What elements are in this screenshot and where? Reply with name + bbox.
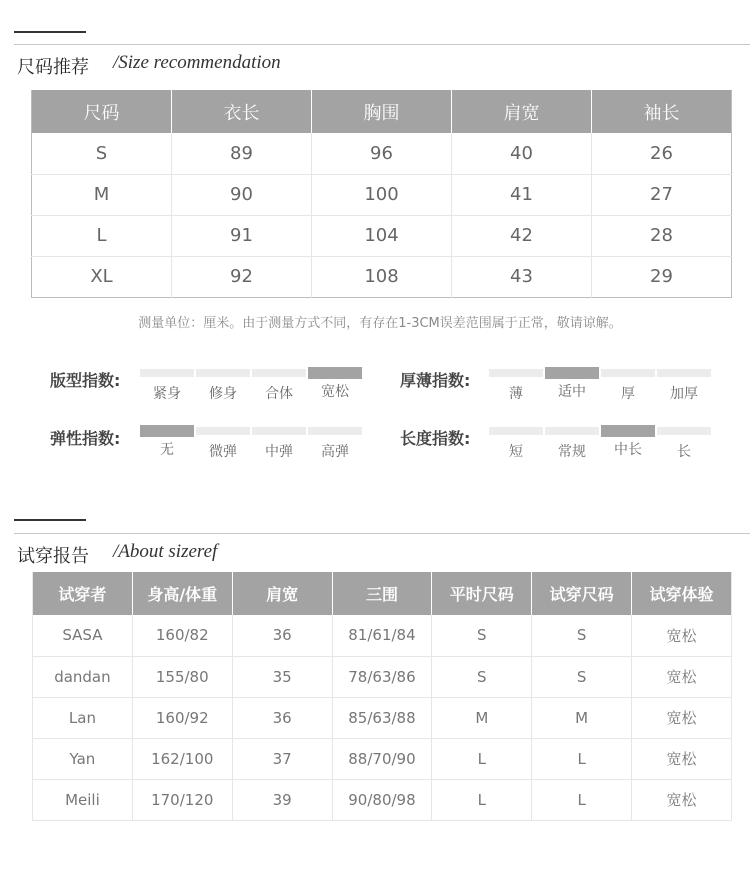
- fit-cell: 170/120: [132, 779, 232, 820]
- fit-col-header: 平时尺码: [432, 572, 532, 615]
- elasticity-index-scale: [140, 427, 364, 461]
- index-option-label: 中长: [614, 442, 642, 458]
- section-rule-accent: [14, 31, 86, 33]
- size-section-subtitle: /Size recommendation: [113, 52, 281, 73]
- fit-section-title: 试穿报告: [17, 546, 89, 567]
- table-row: [33, 615, 732, 656]
- index-bar: [196, 369, 250, 377]
- index-option-selected: [308, 369, 362, 403]
- size-cell: 90: [172, 174, 312, 215]
- fit-cell: 35: [232, 656, 332, 697]
- index-option-label: 修身: [209, 386, 237, 402]
- index-option-label: 厚: [621, 386, 635, 402]
- table-row: [33, 779, 732, 820]
- index-option: [140, 369, 194, 403]
- index-option-label: 紧身: [153, 386, 181, 402]
- index-option: [196, 427, 250, 461]
- index-option: [489, 427, 543, 461]
- index-option: [489, 369, 543, 403]
- index-bar: [140, 425, 194, 437]
- size-col-header: 衣长: [172, 90, 312, 133]
- fit-cell: L: [532, 738, 632, 779]
- section-rule-accent: [14, 519, 86, 521]
- fit-cell: 宽松: [632, 779, 732, 820]
- size-col-header: 胸围: [312, 90, 452, 133]
- size-table: [31, 90, 732, 298]
- table-row: [32, 256, 732, 297]
- thickness-index-label: 厚薄指数:: [400, 371, 471, 390]
- fit-cell: Lan: [33, 697, 133, 738]
- fit-cell: L: [432, 779, 532, 820]
- fit-cell: 88/70/90: [332, 738, 432, 779]
- table-row: [33, 656, 732, 697]
- index-option-label: 薄: [509, 386, 523, 402]
- length-index-label: 长度指数:: [400, 429, 471, 448]
- index-option-label: 无: [160, 442, 174, 458]
- fit-index-label: 版型指数:: [50, 371, 121, 390]
- length-index-scale: [489, 427, 713, 461]
- fit-cell: 155/80: [132, 656, 232, 697]
- fit-cell: 78/63/86: [332, 656, 432, 697]
- index-option-label: 微弹: [209, 444, 237, 460]
- size-cell: 104: [312, 215, 452, 256]
- index-option-label: 长: [677, 444, 691, 460]
- fit-cell: 81/61/84: [332, 615, 432, 656]
- fit-cell: M: [532, 697, 632, 738]
- fit-cell: 宽松: [632, 697, 732, 738]
- index-bar: [657, 369, 711, 377]
- section-rule: [14, 44, 750, 45]
- fit-cell: dandan: [33, 656, 133, 697]
- index-bar: [489, 369, 543, 377]
- index-option: [545, 427, 599, 461]
- thickness-index-scale: [489, 369, 713, 403]
- table-row: [32, 215, 732, 256]
- table-row: [32, 174, 732, 215]
- index-option-label: 中弹: [265, 444, 293, 460]
- fit-cell: L: [532, 779, 632, 820]
- table-row: [33, 697, 732, 738]
- index-option: [252, 427, 306, 461]
- elasticity-index-label: 弹性指数:: [50, 429, 121, 448]
- index-bar: [252, 427, 306, 435]
- fit-cell: S: [532, 615, 632, 656]
- index-option: [252, 369, 306, 403]
- size-cell: S: [95, 142, 108, 164]
- index-bar: [308, 427, 362, 435]
- section-rule: [14, 533, 750, 534]
- size-cell: 42: [452, 215, 592, 256]
- fit-section-subtitle: /About sizeref: [113, 541, 218, 562]
- size-cell: 43: [452, 256, 592, 297]
- size-table-header: [32, 90, 732, 133]
- index-option: [657, 427, 711, 461]
- index-option: [308, 427, 362, 461]
- size-cell: 27: [592, 174, 732, 215]
- fit-cell: 宽松: [632, 615, 732, 656]
- table-row: [32, 133, 732, 174]
- size-cell: 100: [312, 174, 452, 215]
- fit-report-table: [32, 572, 732, 821]
- index-option-selected: [601, 427, 655, 461]
- index-option-label: 常规: [558, 444, 586, 460]
- size-cell: 41: [452, 174, 592, 215]
- fit-cell: 宽松: [632, 738, 732, 779]
- index-bar: [601, 425, 655, 437]
- index-bar: [489, 427, 543, 435]
- size-cell: 28: [592, 215, 732, 256]
- index-option-label: 高弹: [321, 444, 349, 460]
- size-col-header: 肩宽: [452, 90, 592, 133]
- size-col-header: 尺码: [32, 90, 172, 133]
- fit-col-header: 肩宽: [232, 572, 332, 615]
- index-bar: [308, 367, 362, 379]
- size-cell: 91: [172, 215, 312, 256]
- measurement-note: 测量单位：厘米。由于测量方式不同，有存在1-3CM误差范围属于正常，敬请谅解。: [138, 316, 622, 331]
- fit-index-scale: [140, 369, 364, 403]
- size-col-header: 袖长: [592, 90, 732, 133]
- fit-cell: 162/100: [132, 738, 232, 779]
- index-bar: [196, 427, 250, 435]
- size-cell: 26: [592, 133, 732, 174]
- index-option-label: 适中: [558, 384, 586, 400]
- fit-cell: 36: [232, 615, 332, 656]
- size-cell: L: [32, 215, 172, 256]
- size-cell: 29: [592, 256, 732, 297]
- fit-cell: M: [432, 697, 532, 738]
- index-bar: [545, 367, 599, 379]
- size-cell: XL: [32, 256, 172, 297]
- fit-cell: S: [432, 615, 532, 656]
- index-option-label: 加厚: [670, 386, 698, 402]
- fit-cell: L: [432, 738, 532, 779]
- fit-table-header: [33, 572, 732, 615]
- fit-cell: 85/63/88: [332, 697, 432, 738]
- size-cell: 89: [172, 133, 312, 174]
- fit-col-header: 三围: [332, 572, 432, 615]
- index-option-label: 宽松: [321, 384, 349, 400]
- index-option-selected: [140, 427, 194, 461]
- table-row: [33, 738, 732, 779]
- fit-cell: S: [432, 656, 532, 697]
- fit-col-header: 试穿者: [33, 572, 133, 615]
- index-option: [601, 369, 655, 403]
- fit-cell: 39: [232, 779, 332, 820]
- fit-col-header: 试穿尺码: [532, 572, 632, 615]
- fit-cell: 宽松: [632, 656, 732, 697]
- fit-cell: S: [532, 656, 632, 697]
- fit-col-header: 试穿体验: [632, 572, 732, 615]
- fit-cell: 160/92: [132, 697, 232, 738]
- size-section-title: 尺码推荐: [17, 57, 89, 78]
- index-bar: [545, 427, 599, 435]
- index-option-selected: [545, 369, 599, 403]
- fit-col-header: 身高/体重: [132, 572, 232, 615]
- index-option: [196, 369, 250, 403]
- size-cell: 96: [312, 133, 452, 174]
- index-bar: [252, 369, 306, 377]
- size-cell: 92: [172, 256, 312, 297]
- fit-cell: Yan: [33, 738, 133, 779]
- size-cell: 40: [452, 133, 592, 174]
- index-bar: [657, 427, 711, 435]
- fit-cell: 36: [232, 697, 332, 738]
- index-option-label: 合体: [265, 386, 293, 402]
- fit-cell: 90/80/98: [332, 779, 432, 820]
- index-option: [657, 369, 711, 403]
- fit-cell: SASA: [62, 626, 103, 645]
- index-bar: [140, 369, 194, 377]
- fit-cell: Meili: [33, 779, 133, 820]
- fit-cell: 37: [232, 738, 332, 779]
- size-cell: M: [32, 174, 172, 215]
- fit-cell: 160/82: [132, 615, 232, 656]
- index-bar: [601, 369, 655, 377]
- size-cell: 108: [312, 256, 452, 297]
- index-option-label: 短: [509, 444, 523, 460]
